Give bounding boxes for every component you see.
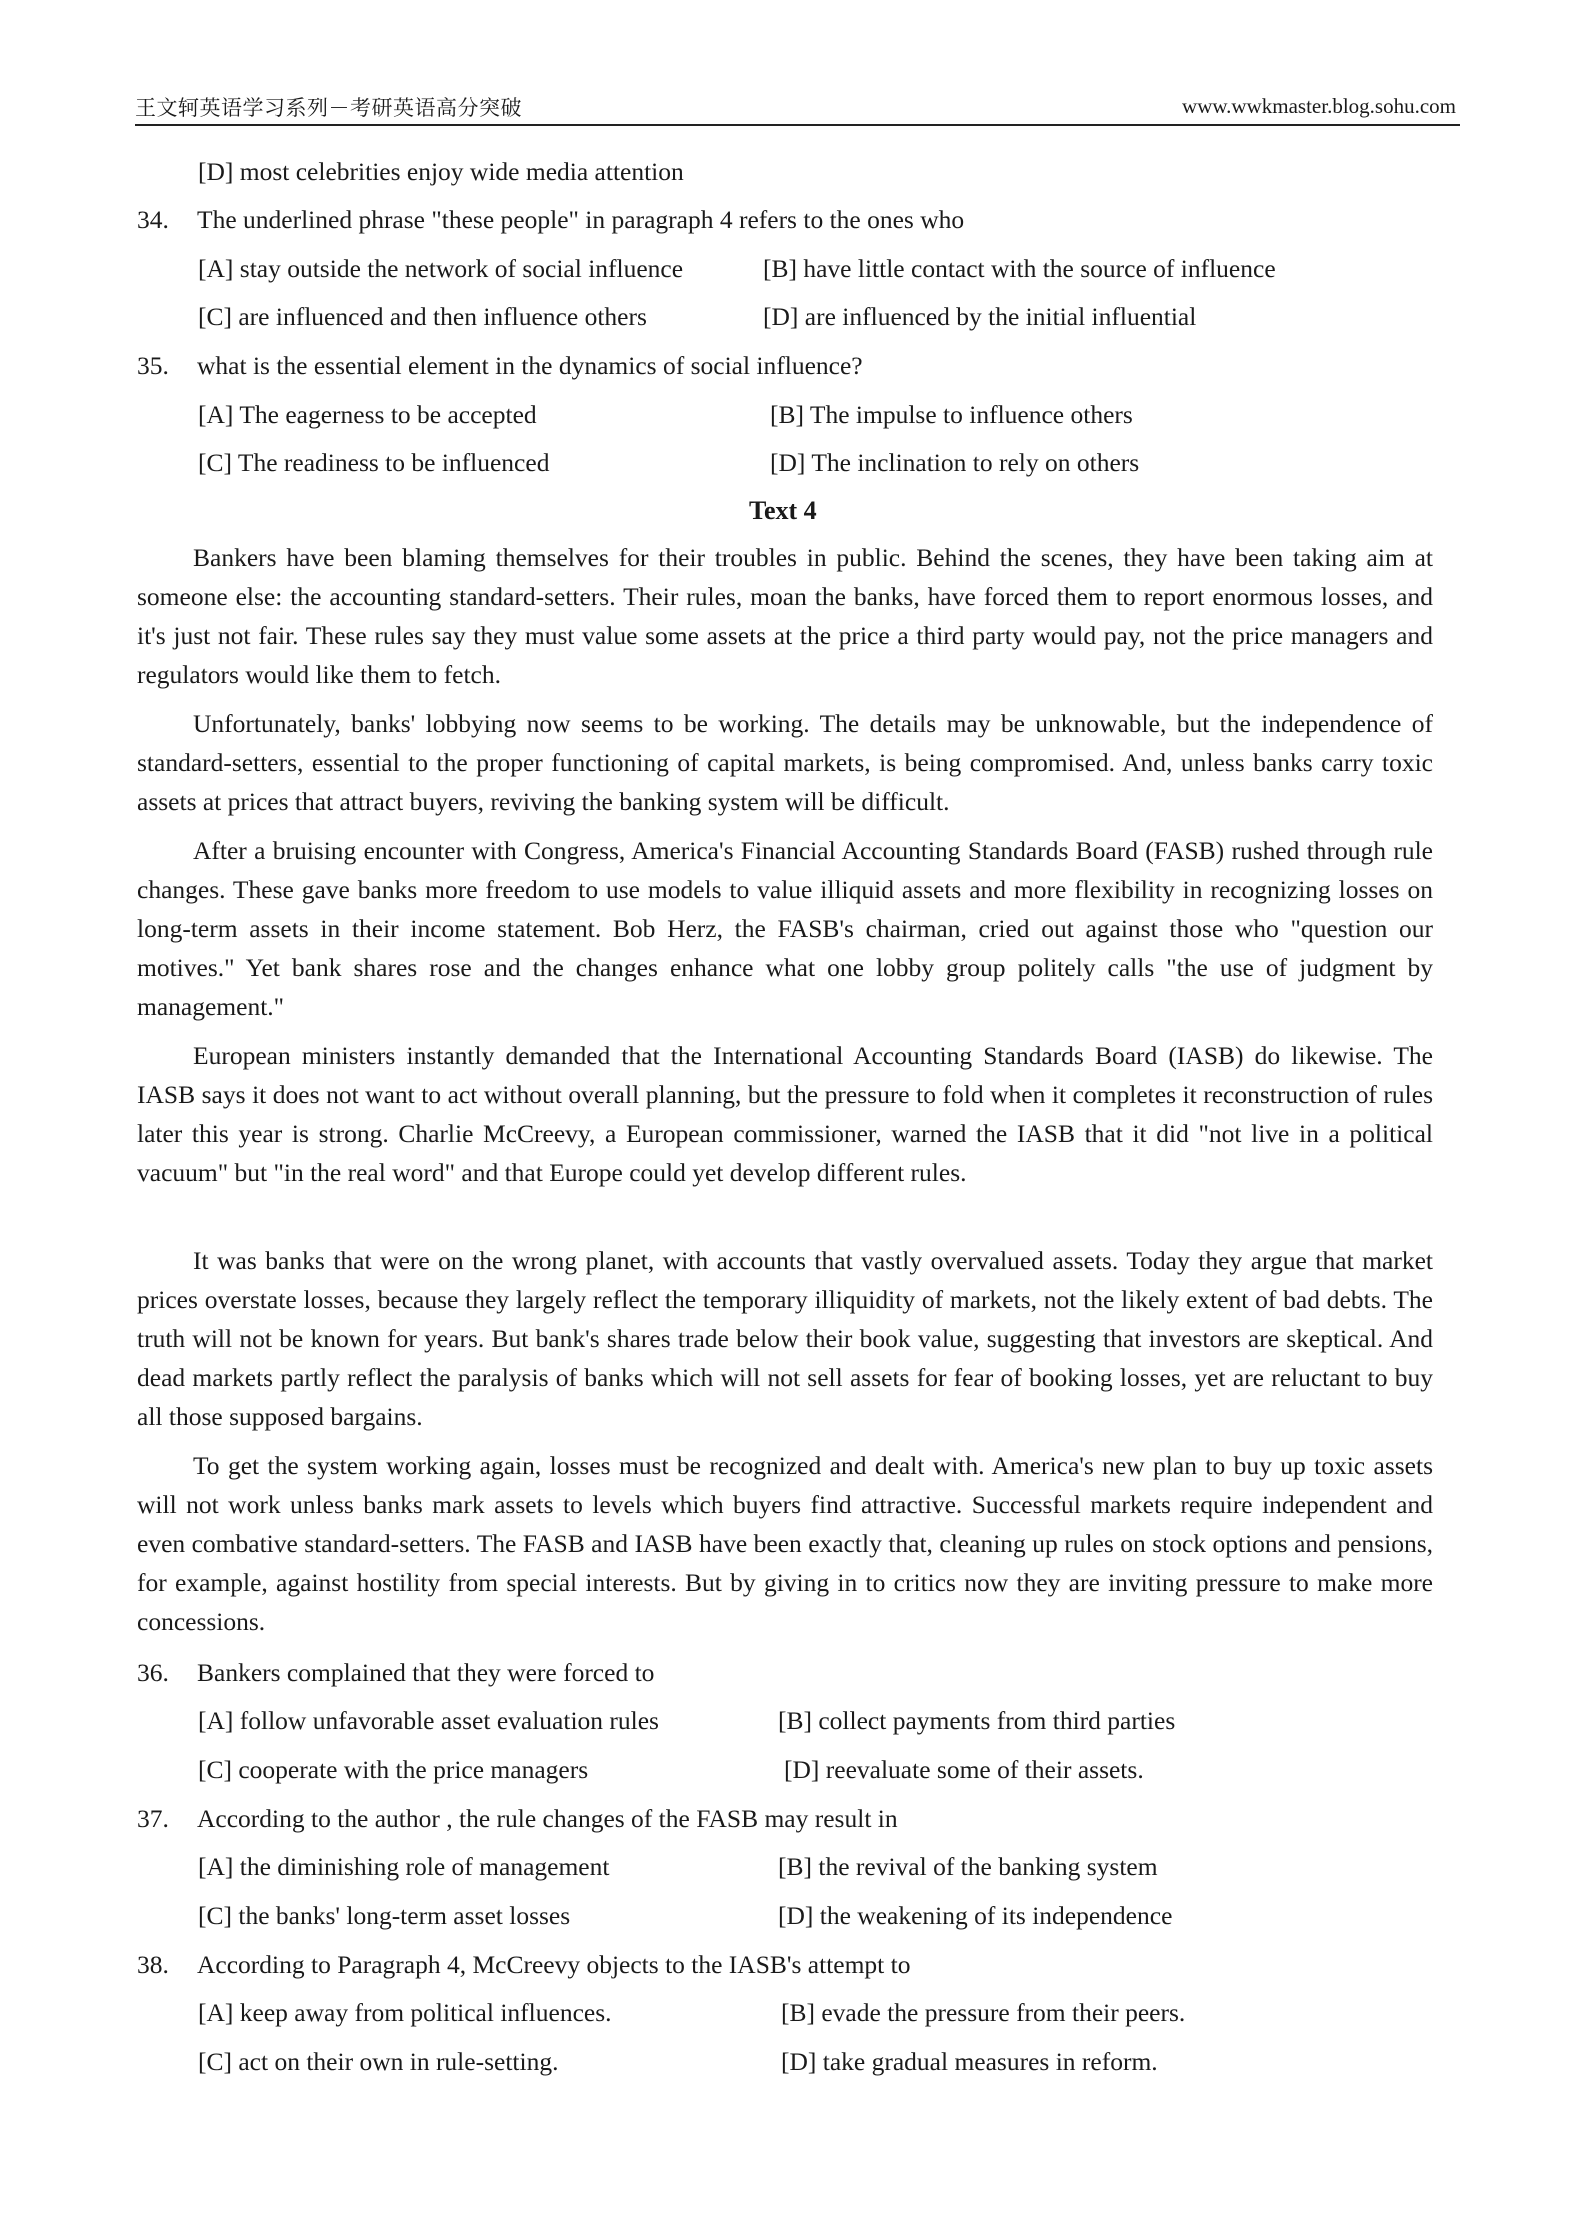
q34-option-d: [D] are influenced by the initial influential — [763, 302, 1197, 331]
q38-stem — [137, 1952, 910, 1978]
passage-paragraph-1: Bankers have been blaming themselves for their troubles in public. Behind the scenes, they have been taking aim at someone else: the accounting standard-setters. Their rules, moan the banks, have forced them to report enormous losses, and it's just not fair. These rules say they must value some assets at the price a third party would pay, not the price managers and regulators would like them to fetch. — [137, 543, 1433, 689]
passage-paragraph-5: It was banks that were on the wrong planet, with accounts that vastly overvalued assets. Today they argue that market prices overstate losses, because they largely reflect the temporary illiquidity of markets, not the likely extent of bad debts. The truth will not be known for years. But bank's shares trade below their book value, suggesting that investors are skeptical. And dead markets partly reflect the paralysis of banks which will not sell assets for fear of booking losses, yet are reluctant to buy all those supposed bargains. — [137, 1246, 1433, 1431]
q36-stem — [137, 1660, 654, 1686]
question-number: 35. — [137, 351, 169, 380]
question-text: what is the essential element in the dynamics of social influence? — [197, 351, 863, 380]
q34-option-c: [C] are influenced and then influence others — [198, 302, 647, 331]
q35-option-d: [D] The inclination to rely on others — [770, 448, 1140, 477]
page-header — [135, 90, 1460, 126]
q36-option-b: [B] collect payments from third parties — [778, 1706, 1176, 1735]
question-text: According to Paragraph 4, McCreevy objects to the IASB's attempt to — [197, 1950, 911, 1979]
passage-paragraph-6: To get the system working again, losses must be recognized and dealt with. America's new plan to buy up toxic assets will not work unless banks mark assets to levels which buyers find attractive. Successful markets require independent and even combative standard-setters. The FASB and IASB have been exactly that, cleaning up rules on stock options and pensions, for example, against hostility from special interests. But by giving in to critics now they are inviting pressure to make more concessions. — [137, 1451, 1433, 1636]
q38-option-b: [B] evade the pressure from their peers. — [781, 1998, 1186, 2027]
q37-option-b: [B] the revival of the banking system — [778, 1852, 1158, 1881]
q37-stem — [137, 1806, 898, 1832]
header-website: www.wwkmaster.blog.sohu.com — [1182, 94, 1456, 118]
question-text: The underlined phrase "these people" in paragraph 4 refers to the ones who — [197, 205, 965, 234]
q38-option-c: [C] act on their own in rule-setting. — [198, 2047, 559, 2076]
q35-option-b: [B] The impulse to influence others — [770, 400, 1133, 429]
q38-option-a: [A] keep away from political influences. — [198, 1998, 612, 2027]
q36-option-c: [C] cooperate with the price managers — [198, 1755, 589, 1784]
question-number: 34. — [137, 205, 169, 234]
passage-paragraph-4: European ministers instantly demanded that the International Accounting Standards Board (IASB) do likewise. The IASB says it does not want to act without overall planning, but the pressure to fold when it completes it reconstruction of rules later this year is strong. Charlie McCreevy, a European commissioner, warned the IASB that it did "not live in a political vacuum" but "in the real word" and that Europe could yet develop different rules. — [137, 1041, 1433, 1187]
question-number: 38. — [137, 1950, 169, 1979]
q37-option-d: [D] the weakening of its independence — [778, 1901, 1173, 1930]
question-number: 36. — [137, 1658, 169, 1687]
q35-option-c: [C] The readiness to be influenced — [198, 448, 550, 477]
header-series-title: 王文轲英语学习系列－考研英语高分突破 — [135, 96, 522, 120]
question-text: According to the author , the rule changes of the FASB may result in — [197, 1804, 898, 1833]
passage-paragraph-2: Unfortunately, banks' lobbying now seems to be working. The details may be unknowable, but the independence of standard-setters, essential to the proper functioning of capital markets, is being compromised. And, unless banks carry toxic assets at prices that attract buyers, reviving the banking system will be difficult. — [137, 709, 1433, 816]
passage-paragraph-3: After a bruising encounter with Congress, America's Financial Accounting Standards Board (FASB) rushed through rule changes. These gave banks more freedom to use models to value illiquid assets and more flexibility in recognizing losses on long-term assets in their income statement. Bob Herz, the FASB's chairman, cried out against those who "question our motives." Yet bank shares rose and the changes enhance what one lobby group politely calls "the use of judgment by management." — [137, 836, 1433, 1021]
q34-option-a: [A] stay outside the network of social influence — [198, 254, 684, 283]
q34-option-b: [B] have little contact with the source of influence — [763, 254, 1276, 283]
question-text: Bankers complained that they were forced to — [197, 1658, 655, 1687]
q38-option-d: [D] take gradual measures in reform. — [781, 2047, 1158, 2076]
q35-stem — [137, 353, 863, 379]
passage-title: Text 4 — [749, 496, 817, 525]
q34-stem — [137, 207, 964, 233]
q36-option-d: [D] reevaluate some of their assets. — [784, 1755, 1144, 1784]
q37-option-c: [C] the banks' long-term asset losses — [198, 1901, 571, 1930]
q36-option-a: [A] follow unfavorable asset evaluation rules — [198, 1706, 659, 1735]
q33-option-d: [D] most celebrities enjoy wide media attention — [198, 157, 684, 186]
question-number: 37. — [137, 1804, 169, 1833]
q37-option-a: [A] the diminishing role of management — [198, 1852, 610, 1881]
q35-option-a: [A] The eagerness to be accepted — [198, 400, 537, 429]
